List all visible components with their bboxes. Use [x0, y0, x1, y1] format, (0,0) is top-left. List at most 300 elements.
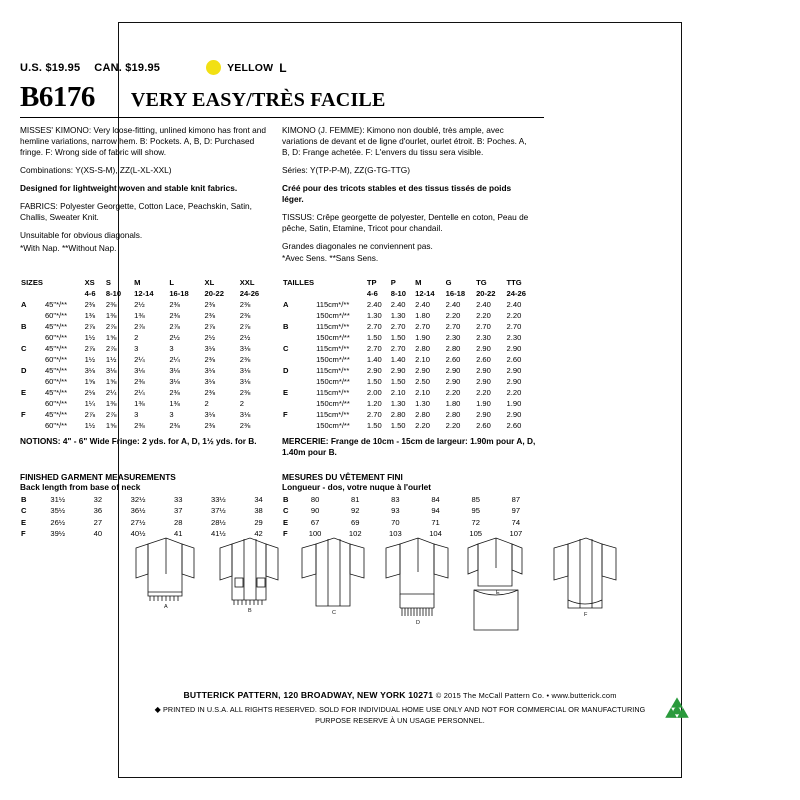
- designed-fr: Créé pour des tricots stables et des tissus tissés de poids léger.: [282, 182, 512, 204]
- yardage-cell: 2.10: [415, 355, 430, 365]
- yardage-cell: 2⅜: [204, 421, 216, 431]
- measurement-cell: 32: [93, 494, 103, 504]
- view-letter: A: [21, 300, 27, 310]
- yardage-cell: 2.60: [445, 355, 461, 365]
- table-title: SIZES: [21, 278, 43, 288]
- yardage-cell: 2⅜: [204, 311, 216, 321]
- fabric-width: 45"*/**: [44, 388, 68, 398]
- fabric-width: 150cm*/**: [316, 399, 350, 409]
- yardage-cell: 2.20: [476, 388, 491, 398]
- table-title: TAILLES: [283, 278, 315, 288]
- fgm-title-en: FINISHED GARMENT MEASUREMENTS: [20, 471, 176, 482]
- view-letter: [20, 376, 44, 387]
- finished-measurements: [20, 464, 544, 540]
- yardage-cell: 2.90: [506, 410, 522, 420]
- table-row: [282, 409, 536, 420]
- yardage-cell: 2.90: [476, 344, 491, 354]
- view-letter: F: [21, 410, 26, 420]
- size-name: TP: [366, 278, 377, 288]
- yardage-cell: 2.30: [506, 333, 522, 343]
- view-letter: [282, 354, 315, 365]
- yardage-cell: 2⅜: [169, 421, 180, 431]
- fabric-width: 115cm*/**: [316, 322, 350, 332]
- measurement-cell: 80: [310, 494, 320, 504]
- yardage-cell: 2⅜: [84, 300, 96, 310]
- table-row: [20, 310, 274, 321]
- measurement-cell: 100: [308, 529, 322, 539]
- size-number: 20-22: [476, 289, 496, 299]
- notions-en: NOTIONS: 4" - 6" Wide Fringe: 2 yds. for A, D, 1½ yds. for B.: [20, 436, 257, 447]
- footer-copyright: © 2015 The McCall Pattern Co. • www.butterick.com: [435, 691, 617, 700]
- table-row: [20, 332, 274, 343]
- fabric-width: 45"*/**: [44, 344, 68, 354]
- view-letter: D: [21, 366, 27, 376]
- measurement-cell: 41½: [210, 529, 226, 539]
- desc-fr: KIMONO (J. FEMME): Kimono non doublé, très ample, avec variations de devant et de ligne d'ourlet, ourlet étroit. B: Poches. A, B, D: Frange achetée. F: L'envers du tissu sera visible.: [282, 125, 527, 157]
- measurement-cell: 67: [310, 517, 320, 527]
- yardage-cell: 1.20: [366, 399, 382, 409]
- yardage-cell: 2½: [169, 333, 180, 343]
- yardage-cell: 1⅜: [169, 399, 180, 409]
- svg-text:A: A: [164, 604, 168, 610]
- table-row: [20, 299, 274, 310]
- illustration-b: [220, 538, 278, 605]
- yardage-cell: 2⅞: [105, 344, 117, 354]
- footer-company: BUTTERICK PATTERN, 120 BROADWAY, NEW YORK 10271: [183, 690, 434, 700]
- view-letter: [20, 332, 44, 343]
- view-letter: [282, 332, 315, 343]
- view-letter: [282, 376, 315, 387]
- measurement-cell: 94: [431, 506, 440, 516]
- yardage-chart-french: [282, 277, 544, 458]
- nap-en: *With Nap. **Without Nap.: [20, 242, 117, 253]
- yardage-cell: 2⅞: [105, 410, 117, 420]
- yardage-cell: 1⅝: [84, 377, 96, 387]
- table-row: [20, 387, 274, 398]
- yardage-cell: 1.30: [390, 311, 406, 321]
- view-letter: C: [283, 506, 289, 516]
- yardage-cell: 2.80: [390, 410, 406, 420]
- table-row: [282, 365, 536, 376]
- table-row: [282, 376, 536, 387]
- fabric-width: 45"*/**: [44, 322, 68, 332]
- view-letter: B: [21, 494, 27, 504]
- svg-text:B: B: [248, 608, 252, 614]
- yardage-cell: 3: [134, 410, 139, 420]
- yardage-cell: 1.50: [390, 421, 406, 431]
- fgm-table-fr: [282, 494, 536, 540]
- yardage-cell: 2¼: [105, 388, 117, 398]
- measurement-cell: 33: [173, 494, 183, 504]
- yardage-cell: 2.70: [445, 322, 461, 332]
- yardage-cell: 3⅛: [84, 366, 96, 376]
- price-row: [20, 60, 544, 75]
- view-letter: [282, 398, 315, 409]
- desc-en: MISSES' KIMONO: Very loose-fitting, unlined kimono has front and hemline variations, narrow hem. B: Pockets. A, B, D: Purchased fringe. F: Wrong side of fabric will show.: [20, 125, 266, 157]
- fgm-english: [20, 464, 282, 540]
- view-letter: [20, 310, 44, 321]
- measurement-cell: 84: [431, 494, 440, 504]
- yardage-charts: [20, 277, 544, 458]
- view-letter: B: [21, 322, 27, 332]
- yardage-cell: 2.90: [390, 366, 406, 376]
- yardage-cell: 2¼: [134, 388, 145, 398]
- table-row: [282, 505, 536, 516]
- footer: [135, 690, 665, 725]
- measurement-cell: 74: [511, 517, 521, 527]
- table-row: [282, 420, 536, 431]
- table-row: [282, 387, 536, 398]
- yardage-cell: 2.40: [366, 300, 382, 310]
- yardage-cell: 2.40: [476, 300, 491, 310]
- yardage-cell: 2.10: [390, 388, 406, 398]
- table-row: [282, 299, 536, 310]
- yardage-cell: 3: [169, 410, 174, 420]
- table-row: [20, 343, 274, 354]
- yardage-cell: 2.20: [415, 421, 430, 431]
- table-row: [20, 517, 274, 528]
- yardage-chart-english: [20, 277, 282, 458]
- yardage-cell: 2.20: [506, 388, 522, 398]
- measurement-cell: 87: [511, 494, 521, 504]
- table-row: [282, 494, 536, 505]
- yardage-cell: 2.40: [415, 300, 430, 310]
- yardage-cell: 2¼: [134, 355, 145, 365]
- measurement-cell: 72: [471, 517, 480, 527]
- view-letter: [282, 420, 315, 431]
- yardage-cell: 2½: [134, 300, 145, 310]
- measurement-cell: 27: [93, 517, 103, 527]
- yardage-cell: 3⅛: [105, 366, 117, 376]
- view-letter: B: [283, 322, 289, 332]
- yardage-cell: 1.50: [366, 377, 382, 387]
- measurement-cell: 103: [389, 529, 402, 539]
- measurement-cell: 36: [93, 506, 103, 516]
- yardage-cell: 2.90: [506, 366, 522, 376]
- fabric-width: 150cm*/**: [316, 333, 350, 343]
- size-number: 16-18: [169, 289, 189, 299]
- fabric-width: 60"*/**: [44, 377, 68, 387]
- yardage-cell: 2⅜: [239, 300, 251, 310]
- measurement-cell: 81: [351, 494, 360, 504]
- measurement-cell: 90: [310, 506, 320, 516]
- combinations-en: Combinations: Y(XS-S-M), ZZ(L-XL-XXL): [20, 164, 172, 175]
- nap-fr: *Avec Sens. **Sans Sens.: [282, 253, 379, 264]
- yardage-cell: 1⅜: [134, 399, 145, 409]
- content-area: [20, 60, 544, 540]
- yardage-cell: 1⅜: [105, 311, 117, 321]
- yardage-cell: 1⅜: [84, 311, 96, 321]
- size-number: 24-26: [506, 289, 526, 299]
- yardage-cell: 2.30: [476, 333, 491, 343]
- yardage-cell: 1.30: [415, 399, 430, 409]
- fgm-table-en: [20, 494, 274, 540]
- fgm-subtitle-en: Back length from base of neck: [20, 481, 141, 492]
- yardage-cell: 3: [134, 344, 139, 354]
- yardage-cell: 2.70: [366, 344, 382, 354]
- size-name: XL: [204, 278, 215, 288]
- table-row: [20, 376, 274, 387]
- yardage-cell: 2⅞: [169, 322, 180, 332]
- illustration-d: [386, 538, 448, 616]
- fabric-width: 60"*/**: [44, 421, 68, 431]
- measurement-cell: 39½: [50, 529, 66, 539]
- title-divider: [20, 117, 544, 118]
- view-letter: D: [283, 366, 289, 376]
- pattern-number: B6176: [20, 81, 95, 113]
- view-letter: F: [21, 529, 26, 539]
- designed-en: Designed for lightweight woven and stable knit fabrics.: [20, 182, 238, 193]
- yardage-cell: 1.90: [506, 399, 522, 409]
- measurement-cell: 34: [254, 494, 263, 504]
- measurement-cell: 69: [351, 517, 360, 527]
- yardage-cell: 2⅜: [204, 388, 216, 398]
- view-letter: E: [283, 517, 289, 527]
- measurement-cell: 38: [254, 506, 263, 516]
- yardage-cell: 2⅞: [84, 344, 96, 354]
- svg-text:D: D: [416, 620, 420, 626]
- yardage-cell: 1½: [84, 421, 96, 431]
- measurement-cell: 33½: [210, 494, 226, 504]
- yardage-cell: 2½: [239, 333, 251, 343]
- yardage-cell: 1⅜: [134, 311, 145, 321]
- illustration-e: [468, 538, 522, 630]
- size-name: S: [105, 278, 111, 288]
- yardage-cell: 1⅜: [105, 399, 117, 409]
- yardage-cell: 2⅞: [84, 410, 96, 420]
- yardage-cell: 2⅜: [239, 388, 251, 398]
- yardage-cell: 2⅜: [239, 421, 251, 431]
- measurement-cell: 105: [469, 529, 483, 539]
- combinations-fr: Séries: Y(TP-P-M), ZZ(G-TG-TTG): [282, 164, 410, 175]
- measurement-cell: 36½: [130, 506, 146, 516]
- yardage-cell: 2½: [204, 333, 216, 343]
- measurement-cell: 71: [431, 517, 440, 527]
- measurement-cell: 40: [93, 529, 103, 539]
- size-number: 4-6: [84, 289, 96, 299]
- unsuitable-fr: Grandes diagonales ne conviennent pas.: [282, 240, 433, 251]
- view-letter: [20, 398, 44, 409]
- footer-legal-en: ◆ PRINTED IN U.S.A. ALL RIGHTS RESERVED. SOLD FOR INDIVIDUAL HOME USE ONLY AND NOT FOR COMMERCIAL OR MANUFACTURING: [154, 705, 646, 714]
- yardage-cell: 2.60: [506, 421, 522, 431]
- size-number: 8-10: [390, 289, 406, 299]
- table-row: [20, 420, 274, 431]
- view-letter: F: [283, 529, 288, 539]
- yardage-cell: 2.70: [476, 322, 491, 332]
- view-letter: [20, 420, 44, 431]
- size-number: 4-6: [366, 289, 378, 299]
- measurement-cell: 104: [429, 529, 442, 539]
- yardage-cell: 2.60: [476, 421, 491, 431]
- yardage-cell: 1.50: [366, 421, 382, 431]
- yardage-cell: 2.10: [415, 388, 430, 398]
- illustration-a: [136, 538, 194, 601]
- fabric-width: 115cm*/**: [316, 366, 350, 376]
- size-name: M: [134, 278, 141, 288]
- illustration-labels: [164, 590, 588, 626]
- yardage-cell: 2: [134, 333, 139, 343]
- yardage-cell: 1¼: [84, 399, 96, 409]
- measurement-cell: 107: [509, 529, 523, 539]
- measurement-cell: 37½: [210, 506, 226, 516]
- yardage-cell: 2⅜: [204, 355, 216, 365]
- table-row: [282, 343, 536, 354]
- yardage-cell: 1⅝: [105, 421, 117, 431]
- table-row: [20, 365, 274, 376]
- yardage-cell: 2.90: [445, 377, 461, 387]
- yardage-cell: 2.20: [506, 311, 522, 321]
- table-row: [282, 354, 536, 365]
- yardage-cell: 3⅛: [204, 377, 216, 387]
- table-row: [282, 310, 536, 321]
- measurement-cell: 93: [391, 506, 400, 516]
- view-letter: C: [21, 506, 27, 516]
- yardage-cell: 1⅝: [105, 333, 117, 343]
- table-row: [282, 321, 536, 332]
- table-header-row: [20, 277, 274, 288]
- fabrics-en: FABRICS: Polyester Georgette, Cotton Lace, Peachskin, Satin, Challis, Sweater Knit.: [20, 200, 252, 222]
- yardage-cell: 1.50: [390, 377, 406, 387]
- size-table-en: [20, 277, 274, 431]
- view-letter: [282, 310, 315, 321]
- yardage-cell: 2⅞: [239, 322, 251, 332]
- yardage-cell: 1½: [105, 355, 117, 365]
- view-letter: E: [283, 388, 289, 398]
- yardage-cell: 2.80: [415, 344, 430, 354]
- yardage-cell: 1.40: [390, 355, 406, 365]
- yardage-cell: 3⅛: [204, 366, 216, 376]
- yardage-cell: 2.30: [445, 333, 461, 343]
- measurement-cell: 42: [254, 529, 263, 539]
- yardage-cell: 2.60: [506, 355, 522, 365]
- measurement-cell: 41: [173, 529, 183, 539]
- fabrics-fr: TISSUS: Crêpe georgette de polyester, Dentelle en coton, Peau de pêche, Satin, Etamine, Tricot pour chandail.: [282, 211, 529, 233]
- yardage-cell: 2.40: [445, 300, 461, 310]
- size-name: P: [390, 278, 396, 288]
- fabric-width: 60"*/**: [44, 355, 68, 365]
- yardage-cell: 1.50: [366, 333, 382, 343]
- yardage-cell: 2.20: [445, 421, 461, 431]
- fabric-width: 115cm*/**: [316, 410, 350, 420]
- size-name: M: [415, 278, 422, 288]
- fabric-width: 45"*/**: [44, 300, 68, 310]
- yardage-cell: 2.90: [476, 410, 491, 420]
- yardage-cell: 1.30: [390, 399, 406, 409]
- price-us: U.S. $19.95: [20, 61, 81, 74]
- color-label: YELLOW: [227, 61, 274, 74]
- yardage-cell: 2⅞: [204, 322, 216, 332]
- measurement-cell: 37: [173, 506, 183, 516]
- fgm-subtitle-fr: Longueur - dos, votre nuque à l'ourlet: [282, 481, 432, 492]
- yardage-cell: 3⅛: [239, 377, 251, 387]
- yardage-cell: 2⅜: [134, 377, 145, 387]
- fabric-width: 45"*/**: [44, 366, 68, 376]
- fgm-french: [282, 464, 544, 540]
- measurement-cell: 83: [391, 494, 400, 504]
- yardage-cell: 2.80: [445, 410, 461, 420]
- yardage-cell: 2.20: [476, 311, 491, 321]
- size-name: G: [445, 278, 452, 288]
- fabric-width: 150cm*/**: [316, 421, 350, 431]
- yardage-cell: 2.70: [506, 322, 522, 332]
- yardage-cell: 3⅛: [204, 344, 216, 354]
- view-letter: E: [21, 517, 27, 527]
- description-french: [282, 125, 544, 271]
- difficulty-label: VERY EASY/TRÈS FACILE: [130, 89, 386, 111]
- table-row: [282, 332, 536, 343]
- table-row: [20, 494, 274, 505]
- yardage-cell: 2.80: [415, 410, 430, 420]
- yardage-cell: 2⅜: [169, 300, 180, 310]
- view-letter: B: [283, 494, 289, 504]
- svg-text:C: C: [332, 610, 336, 616]
- fabric-width: 45"*/**: [44, 410, 68, 420]
- fabric-width: 150cm*/**: [316, 311, 350, 321]
- yardage-cell: 3⅛: [239, 366, 251, 376]
- yardage-cell: 1½: [84, 355, 96, 365]
- fabric-width: 115cm*/**: [316, 388, 350, 398]
- yardage-cell: 2⅜: [169, 388, 180, 398]
- yardage-cell: 2: [204, 399, 209, 409]
- view-letter: C: [283, 344, 289, 354]
- yardage-cell: 3⅛: [239, 344, 251, 354]
- size-name: XXL: [239, 278, 255, 288]
- table-row: [282, 517, 536, 528]
- yardage-cell: 1.80: [445, 399, 461, 409]
- table-subheader-row: [282, 288, 536, 299]
- fabric-width: 115cm*/**: [316, 300, 350, 310]
- yardage-cell: 2⅜: [105, 300, 117, 310]
- yardage-cell: 2.40: [390, 300, 406, 310]
- yardage-cell: 1.30: [366, 311, 382, 321]
- view-letter: [20, 354, 44, 365]
- yardage-cell: 1.90: [415, 333, 430, 343]
- size-letter: L: [279, 60, 287, 75]
- yardage-cell: 2.90: [476, 377, 491, 387]
- measurement-cell: 29: [254, 517, 263, 527]
- yardage-cell: 3⅛: [169, 377, 180, 387]
- garment-illustrations-svg: [130, 534, 670, 654]
- view-letter: E: [21, 388, 27, 398]
- table-row: [20, 409, 274, 420]
- yardage-cell: 3⅛: [134, 366, 145, 376]
- yardage-cell: 2.80: [445, 344, 461, 354]
- svg-text:F: F: [584, 612, 588, 618]
- fabric-width: 150cm*/**: [316, 355, 350, 365]
- yardage-cell: 2.00: [366, 388, 382, 398]
- view-letter: F: [283, 410, 288, 420]
- yardage-cell: 2.90: [445, 366, 461, 376]
- footer-address: [135, 690, 665, 700]
- yardage-cell: 2¼: [169, 355, 180, 365]
- description-english: [20, 125, 282, 271]
- fabric-width: 150cm*/**: [316, 377, 350, 387]
- size-number: 8-10: [105, 289, 122, 299]
- measurement-cell: 26½: [50, 517, 66, 527]
- fabric-width: 60"*/**: [44, 333, 68, 343]
- yardage-cell: 3⅛: [169, 366, 180, 376]
- yardage-cell: 2.20: [445, 388, 461, 398]
- measurement-cell: 28: [173, 517, 183, 527]
- measurement-cell: 31½: [50, 494, 66, 504]
- size-name: L: [169, 278, 174, 288]
- yardage-cell: 2⅞: [84, 322, 96, 332]
- yardage-cell: 2⅜: [134, 421, 145, 431]
- view-letter: C: [21, 344, 27, 354]
- size-name: TTG: [506, 278, 522, 288]
- yardage-cell: 2⅛: [84, 388, 96, 398]
- measurement-cell: 85: [471, 494, 480, 504]
